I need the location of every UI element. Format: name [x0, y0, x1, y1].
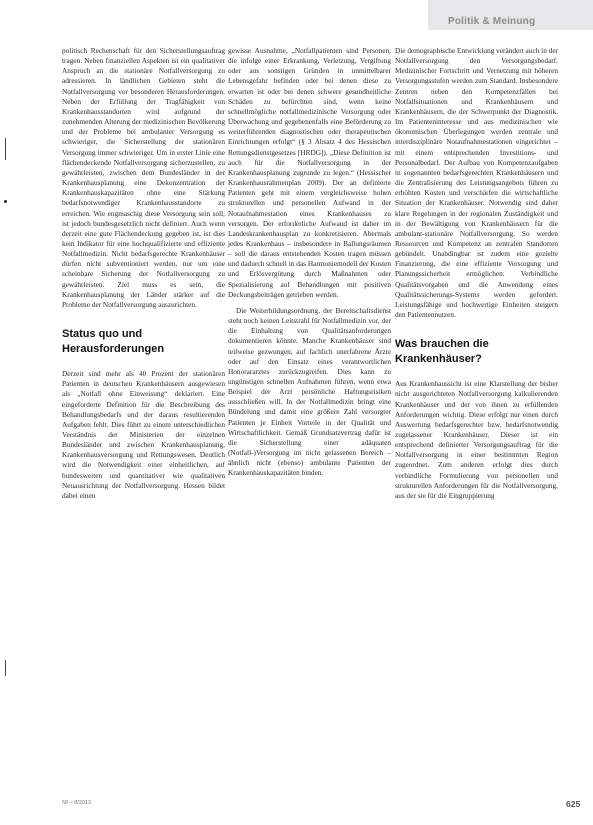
- text-column-middle: [228, 46, 391, 479]
- text-column-right: [395, 46, 558, 501]
- page-number: 625: [566, 799, 581, 809]
- section-heading: Status quo und Herausforderungen: [62, 328, 165, 356]
- paragraph: Die Weiterbildungsordnung, der Bereitschaftsdienst steht noch keinen Leitstrahl für Notfallmedizin vor, der die Einhaltung von Qualitätsanforderungen dokumentieren könnte. Manche Krankenhäuser sind teilweise gezwungen, auf fachlich unerfahrene Ärzte oder auf den Einsatz eines verantwortlichen Honorararztes zurückzugreifen. Dies kann zu ungünstigen schnellen Aufnahmen führen, wenn etwa Beispiel der Arzt persönliche Haftungsrisiken ausschließen will. In der Notfallmedizin bringt eine Bündelung und damit eine größere Zahl versorgter Patienten je Einheit Vorteile in der Qualität und Wirtschaftlichkeit. Gemäß Grundsatzvertrag dafür ist die Sicherstellung einer adäquaten (Notfall-)Versorgung im nicht gelassenen Bereich – ähnlich nicht (ebenso) ambulante Patienten der Krankenhauskapazitäten binden.: [228, 305, 391, 478]
- issue-label: 58 – 8/2013: [62, 800, 92, 806]
- margin-mark: [5, 138, 6, 160]
- paragraph: gewisse Ausnahme, „Notfallpatienten sind Personen, die infolge einer Erkrankung, Verletzung, Vergiftung oder aus sonstigen Gründen in unmittelbarer Lebensgefahr befinden oder bei denen diese zu erwarten ist oder bei denen schwere gesundheitliche Schäden zu befürchten sind, wenn keine schnellmögliche notfallmedizinische Versorgung oder Überwachung und gegebenenfalls eine Beförderung zu weiterführenden diagnostischen oder therapeutischen Einrichtungen erfolgt“ (§ 3 Absatz 4 des Hessischen Rettungsdienstgesetzes [HRDG]). „Diese Definition ist auch für die Notfallversorgung in der Krankenhausplanung zugrunde zu legen.“ (Hessischer Krankenhausrahmenplan 2009). Der an definierte Patienten geht mit einem vergleichsweise hohen strukturellen und personellen Aufwand in der Notaufnahmestation eines Krankenhauses zu versorgen. Der erforderliche Aufwand ist daher im Landeskrankenhausplan zu konkretisieren. Abermals jedes Krankenhaus – insbesondere in Ballungsräumen – soll die daraus entstehenden Kosten tragen müssen und dadurch schnell in das Harmoniemodell der Kosten und Erlösvergütung durch Maßnahmen oder Spezialisierung auf Behandlungen mit positiven Deckungsbeiträgen getrieben werden.: [228, 46, 391, 299]
- text-column-left: [62, 46, 225, 501]
- section-heading: Was brauchen die Krankenhäuser?: [395, 338, 489, 366]
- paragraph: politisch Rechenschaft für den Sicherstellungsauftrag tragen. Neben finanziellen Aspekten ist ein qualitativer Anspruch an die stationäre Notfallversorgung zu adressieren. In ländlichen Gebieten steht die Notfallversorgung vor besonderen Herausforderungen. Neben der Erfüllung der Tragfähigkeit von Krankenhausstandorten wird aufgrund der zunehmenden Alterung der medizinischen Bevölkerung und der Probleme bei ambulanter Versorgung es schwieriger, die Sicherstellung der stationären Versorgung immer schwieriger. Um in erster Linie eine flächendeckende Notfallversorgung sicherzustellen, zu gewährleisten, zwischen dem Bundesländer in der Krankenhausplanung eine Dekonzentration der Krankenhauskapazitäten ohne eine Stärkung bedarfsnotwendiger Krankenhausstandorte zu erreichen. Wie engmaschig diese Versorgung sein soll, ist jedoch bundesgesetzlich nicht definiert. Auch wenn derzeit eine gute Flächendeckung gegeben ist, ist dies kein Indikator für eine hochqualifizierte und effiziente Notfallmedizin. Nicht bedarfsgerechte Krankenhäuser dürfen nicht subventioniert werden, nur um eine scheinbare Sicherung der Notfallversorgung zu gewährleisten. Ziel muss es sein, die Krankenhausplanung der Länder stärker auf die Probleme der Notfallversorgung auszurichten.: [62, 46, 225, 309]
- paragraph: Derzeit sind mehr als 40 Prozent der stationären Patienten in deutschen Krankenhäusern ausgewiesen als „Notfall ohne Einweisung“ deklariert. Eine eingeforderte Definition für die Beschreibung des Behandlungsbedarfs und der daraus resultierenden Aufgaben fehlt. Dies führt zu einem unterschiedlichen Verständnis der Ministerien der einzelnen Bundesländer und zwischen Krankenhausplanung, Krankenhausversorgung und Rettungswesen. Deutlich wird die Notwendigkeit einer einheitlichen, auf bundesweiten und quantitativer wie qualitativen Neuausrichtung der Notfallversorgung. Hessen bildet dabei einen: [62, 369, 225, 500]
- paragraph: Die demographische Entwicklung verändert auch in der Notfallversorgung den Versorgungsbedarf. Medizinischer Fortschritt und Vernetzung mit höheren Versorgungsstufen werden zum Standard. Insbesondere Zentren neben den Kompetenzfällen bei Notfallsituationen und Krankenhäusern und Krankenhäusern, die der Schwerpunkt der Diagnostik. Im Patienteninteresse und aus medizinischen wie ökonomischen Überlegungen werden zentrale und interdisziplinäre Notaufnahmestationen eingerichtet – mit einem entsprechenden Investitions- und Personalbedarf. Der Aufbau von Kompetenzaufgaben in sogenannten bedarfsgerechten Krankenhäusern und die Zentralisierung des Leistungsangebots führen zu erhöhten Kosten und verschärfen die wirtschaftliche Situation der Krankenhäuser. Notwendig sind daher klare Regelungen in der regionalen Zuständigkeit und in der Bewältigung von Krankenhäusern für die ambulant-stationäre Notfallversorgung. So werden Ressourcen und Kompetenz an zentralen Standorten gebündelt. Unabdingbar ist zudem eine gezielte Finanzierung, die eine effiziente Versorgung und Planungssicherheit ermöglichen. Verbindliche Qualitätsvorgaben und die Anwendung eines Qualitätssicherungs-Systems werden gefordert. Leistungsfähige und hochwertige Einheiten steigern den Patientennutzen.: [395, 46, 558, 320]
- section-header: Politik & Meinung: [428, 0, 593, 30]
- paragraph: Aus Krankenhaussicht ist eine Klarstellung der bisher nicht ausgerichteten Notfallversorgung kalkulierenden Krankenhäuser und der von ihnen zu erfüllenden Anforderungen wichtig. Diese erfolgt nur einen durch Auswertung bedarfsgerechter bzw. bedarfsnotwendig zugelassener Krankenhäuser. Dieser ist ein entsprechend definierter Versorgungsauftrag für die Notfallversorgung in einer bestimmten Region zugeordnet. Zum anderen erfolgt dies durch verbindliche Formulierung von personellen und strukturellen Anforderungen für die Notfallversorgung, aus der sie für die Eingruppierung: [395, 379, 558, 500]
- margin-mark: [5, 660, 6, 676]
- margin-dot: [4, 200, 7, 203]
